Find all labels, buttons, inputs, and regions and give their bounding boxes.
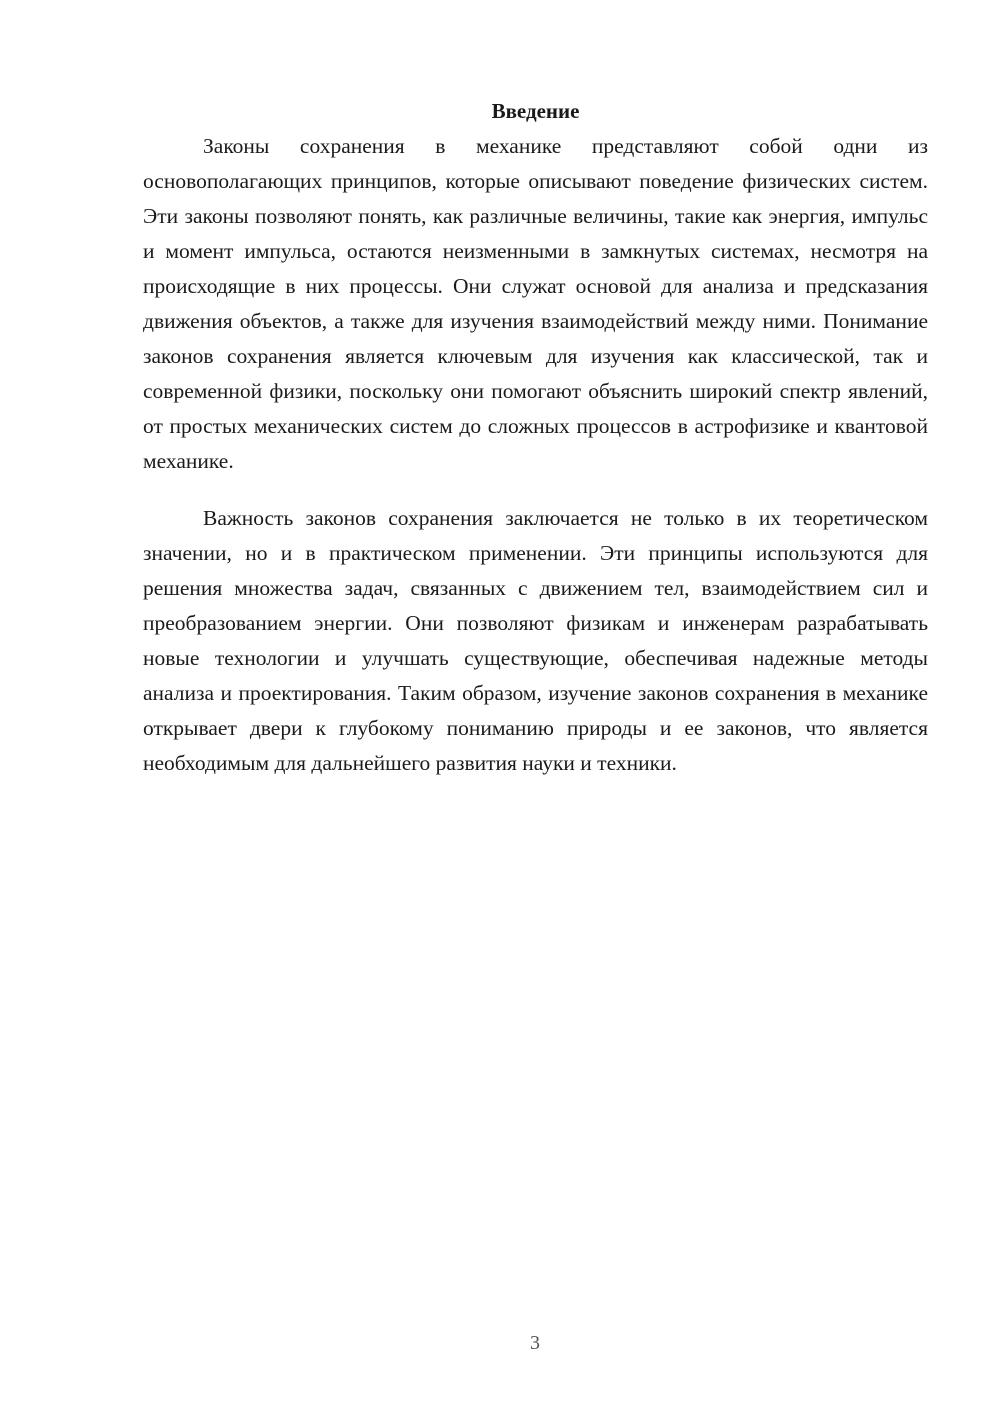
paragraph-2: Важность законов сохранения заключается не только в их теоретическом значении, но и в практическом применении. Эти принципы используются для решения множества задач, связанных с движением тел, взаимодействием сил и преобразованием энергии. Они позволяют физикам и инженерам разрабатывать новые технологии и улучшать существующие, обеспечивая надежные методы анализа и проектирования. Таким образом, изучение законов сохранения в механике открывает двери к глубокому пониманию природы и ее законов, что является необходимым для дальнейшего развития науки и техники. — [143, 506, 928, 775]
page-number: 3 — [530, 1332, 540, 1354]
paragraph-1: Законы сохранения в механике представляют собой одни из основополагающих принципов, которые описывают поведение физических систем. Эти законы позволяют понять, как различные величины, такие как энергия, импульс и момент импульса, остаются неизменными в замкнутых системах, несмотря на происходящие в них процессы. Они служат основой для анализа и предсказания движения объектов, а также для изучения взаимодействий между ними. Понимание законов сохранения является ключевым для изучения как классической, так и современной физики, поскольку они помогают объяснить широкий спектр явлений, от простых механических систем до сложных процессов в астрофизике и квантовой механике. — [143, 134, 928, 473]
section-title: Введение — [491, 99, 580, 123]
document-body — [143, 95, 928, 781]
